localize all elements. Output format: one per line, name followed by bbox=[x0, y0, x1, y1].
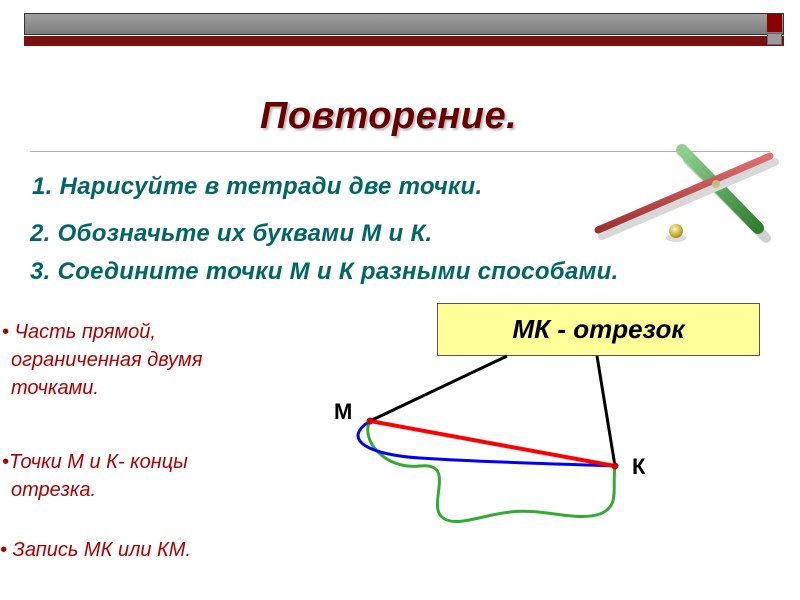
point-m-label: М bbox=[334, 399, 353, 424]
connector-line-k bbox=[597, 356, 615, 466]
bullet-definition bbox=[2, 318, 202, 402]
bullet-endpoints bbox=[2, 448, 188, 504]
segment-definition-box: МК - отрезок bbox=[437, 303, 760, 356]
task-3: 3. Соедините точки М и К разными способами. bbox=[30, 258, 619, 285]
point-m bbox=[367, 418, 374, 425]
segment-mk bbox=[370, 421, 615, 466]
bullet-definition-line1: • Часть прямой, bbox=[2, 321, 156, 343]
point-k bbox=[612, 463, 619, 470]
task-2: 2. Обозначьте их буквами М и К. bbox=[30, 220, 433, 247]
task-1: 1. Нарисуйте в тетради две точки. bbox=[32, 173, 483, 200]
bullet-endpoints-line1: •Точки М и К- концы bbox=[2, 451, 188, 473]
curve-green bbox=[368, 421, 615, 522]
bullet-definition-line3: точками. bbox=[11, 377, 99, 399]
bullet-notation bbox=[0, 536, 191, 564]
bullet-notation-line1: • Запись МК или КМ. bbox=[0, 539, 192, 561]
page-title: Повторение. bbox=[260, 95, 518, 137]
bullet-definition-line2: ограниченная двумя bbox=[11, 349, 203, 371]
bullet-endpoints-line2: отрезка. bbox=[11, 479, 96, 501]
connector-line-m bbox=[370, 356, 507, 421]
point-k-label: К bbox=[632, 454, 646, 479]
